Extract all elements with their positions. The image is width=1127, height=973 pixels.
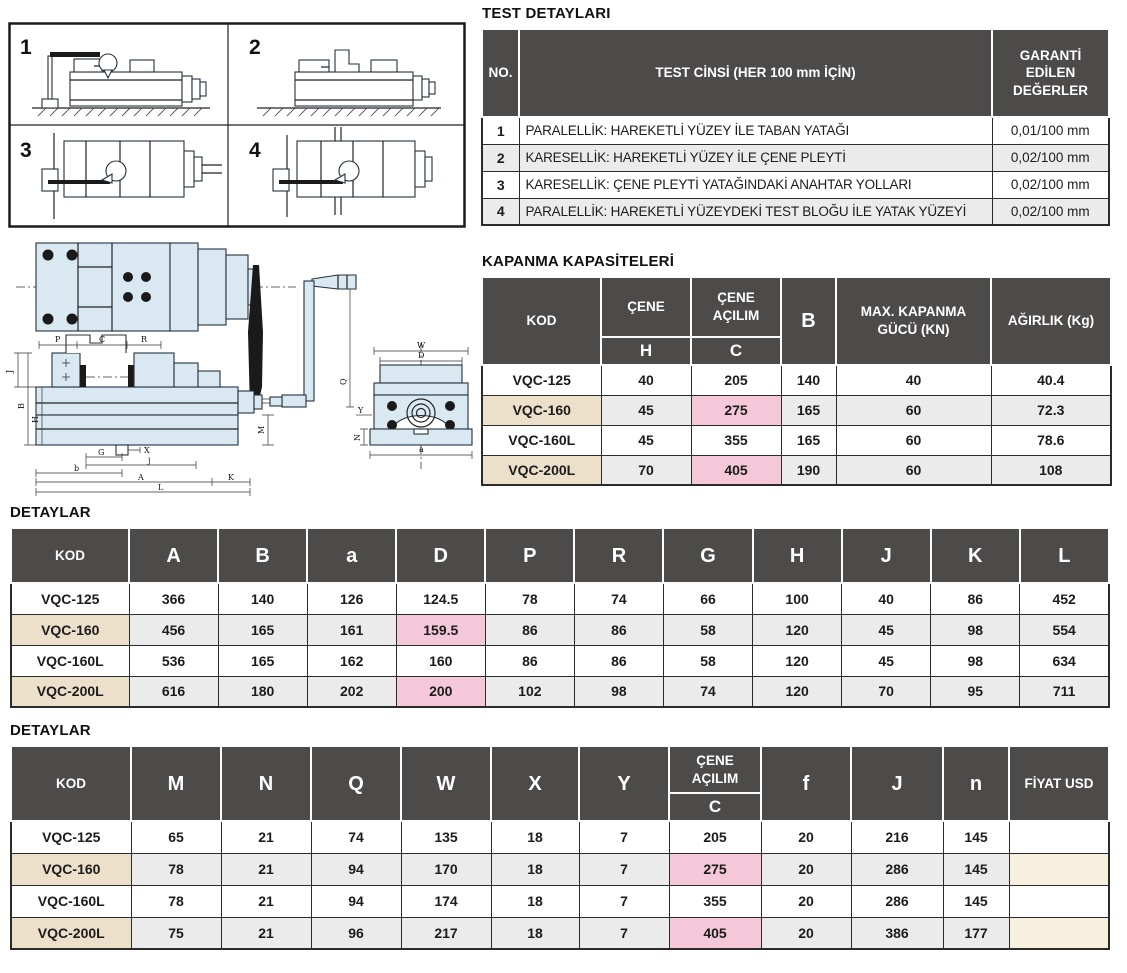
cell-desc: KARESELLİK: HAREKETLİ YÜZEY İLE ÇENE PLEYTİ (519, 144, 992, 171)
cell-a: 161 (307, 614, 396, 645)
cell-h: 70 (601, 455, 691, 485)
cell-n: 145 (943, 853, 1009, 885)
table-row (482, 395, 1111, 425)
dim-label-H: H (31, 416, 40, 423)
col-subheader-c: C (669, 793, 761, 821)
col-header-kod: KOD (482, 277, 601, 365)
table-row (11, 917, 1109, 949)
col-header-fiyat-usd: FİYAT USD (1009, 746, 1109, 821)
dim-label-Y: Y (358, 406, 364, 415)
cell-b: 140 (781, 365, 836, 395)
cell-max: 60 (836, 425, 991, 455)
cell-kod: VQC-200L (11, 917, 131, 949)
dim-label-C: C (99, 335, 106, 344)
cell-B: 165 (218, 614, 307, 645)
diagram-number: 3 (20, 139, 32, 162)
table-row (482, 365, 1111, 395)
details-table-2 (10, 745, 1110, 950)
cell-fiyat (1009, 821, 1109, 853)
cell-b: 190 (781, 455, 836, 485)
dim-label-A: A (138, 473, 144, 482)
cell-W: 217 (401, 917, 491, 949)
cell-G: 66 (663, 583, 752, 614)
col-subheader-h: H (601, 337, 691, 365)
cell-C: 205 (669, 821, 761, 853)
cell-h: 40 (601, 365, 691, 395)
dim-label-R: R (141, 335, 148, 344)
cell-A: 456 (129, 614, 218, 645)
col-header-kod: KOD (11, 528, 129, 583)
table-row (482, 455, 1111, 485)
cell-Y: 7 (579, 821, 669, 853)
section-title-detaylar-1: DETAYLAR (10, 504, 91, 521)
vise-side-view (5, 335, 274, 496)
cell-a: 126 (307, 583, 396, 614)
col-header-P: P (485, 528, 574, 583)
col-header-D: D (396, 528, 485, 583)
cell-f: 20 (761, 917, 851, 949)
cell-A: 366 (129, 583, 218, 614)
cell-W: 135 (401, 821, 491, 853)
cell-kod: VQC-160 (11, 853, 131, 885)
cell-Y: 7 (579, 853, 669, 885)
table-row (482, 171, 1109, 198)
table-row (11, 821, 1109, 853)
dim-label-L: L (158, 483, 164, 492)
cell-C: 405 (669, 917, 761, 949)
cell-n: 145 (943, 885, 1009, 917)
col-subheader-c: C (691, 337, 781, 365)
col-header-Q: Q (311, 746, 401, 821)
cell-R: 74 (574, 583, 663, 614)
cell-Q: 74 (311, 821, 401, 853)
cell-f: 20 (761, 853, 851, 885)
cell-R: 86 (574, 614, 663, 645)
cell-desc: KARESELLİK: ÇENE PLEYTİ YATAĞINDAKİ ANAHTAR YOLLARI (519, 171, 992, 198)
cell-n: 145 (943, 821, 1009, 853)
col-header-Y: Y (579, 746, 669, 821)
col-header-K: K (931, 528, 1020, 583)
col-header-W: W (401, 746, 491, 821)
dim-label-J: J (5, 369, 14, 373)
cell-M: 65 (131, 821, 221, 853)
dim-label-M: M (257, 425, 266, 434)
col-header-R: R (574, 528, 663, 583)
cell-fiyat (1009, 853, 1109, 885)
cell-C: 275 (669, 853, 761, 885)
cell-N: 21 (221, 885, 311, 917)
cell-X: 18 (491, 917, 579, 949)
cell-P: 78 (485, 583, 574, 614)
cell-P: 102 (485, 676, 574, 707)
cell-max: 40 (836, 365, 991, 395)
cell-J: 286 (851, 853, 943, 885)
dim-label-K: K (228, 473, 234, 482)
cell-W: 170 (401, 853, 491, 885)
cell-K: 98 (931, 614, 1020, 645)
cell-a: 202 (307, 676, 396, 707)
cell-a: 162 (307, 645, 396, 676)
cell-X: 18 (491, 821, 579, 853)
cell-M: 75 (131, 917, 221, 949)
cell-X: 18 (491, 885, 579, 917)
col-header-X: X (491, 746, 579, 821)
diagram-number: 1 (20, 36, 32, 59)
cell-R: 98 (574, 676, 663, 707)
details-table-1 (10, 527, 1110, 708)
cell-B: 140 (218, 583, 307, 614)
cell-L: 554 (1020, 614, 1109, 645)
col-header-B: B (218, 528, 307, 583)
table-row (11, 853, 1109, 885)
dim-label-Q: Q (339, 378, 348, 385)
cell-agirlik: 78.6 (991, 425, 1111, 455)
cell-value: 0,01/100 mm (992, 117, 1109, 144)
vise-technical-drawing (0, 237, 480, 505)
cell-G: 74 (663, 676, 752, 707)
dim-label-P: P (55, 335, 61, 344)
cell-X: 18 (491, 853, 579, 885)
cell-K: 98 (931, 645, 1020, 676)
cell-agirlik: 40.4 (991, 365, 1111, 395)
cell-h: 45 (601, 425, 691, 455)
cell-H: 120 (753, 676, 842, 707)
col-header-garanti: GARANTİ EDİLEN DEĞERLER (992, 29, 1109, 117)
cell-K: 86 (931, 583, 1020, 614)
cell-H: 100 (753, 583, 842, 614)
cell-Q: 94 (311, 853, 401, 885)
cell-D: 160 (396, 645, 485, 676)
col-header-M: M (131, 746, 221, 821)
cell-C: 355 (669, 885, 761, 917)
col-header-test-cinsi: TEST CİNSİ (HER 100 mm İÇİN) (519, 29, 992, 117)
header-row (11, 746, 1109, 793)
table-row (11, 614, 1109, 645)
table-row (11, 645, 1109, 676)
dim-label-W: W (417, 341, 426, 350)
col-header-agirlik: AĞIRLIK (Kg) (991, 277, 1111, 365)
cell-no: 2 (482, 144, 519, 171)
cell-desc: PARALELLİK: HAREKETLİ YÜZEY İLE TABAN YATAĞI (519, 117, 992, 144)
cell-R: 86 (574, 645, 663, 676)
header-row (482, 277, 1111, 337)
test-details-table (481, 28, 1110, 226)
vise-end-view (353, 341, 472, 469)
cell-B: 180 (218, 676, 307, 707)
cell-J: 40 (842, 583, 931, 614)
cell-L: 452 (1020, 583, 1109, 614)
cell-fiyat (1009, 917, 1109, 949)
cell-c: 275 (691, 395, 781, 425)
table-row (11, 583, 1109, 614)
dim-label-N: N (353, 434, 362, 441)
header-row (11, 528, 1109, 583)
crank-handle-detail (262, 275, 356, 407)
cell-B: 165 (218, 645, 307, 676)
cell-kod: VQC-160 (482, 395, 601, 425)
cell-f: 20 (761, 821, 851, 853)
cell-f: 20 (761, 885, 851, 917)
cell-c: 405 (691, 455, 781, 485)
cell-J: 45 (842, 614, 931, 645)
cell-agirlik: 108 (991, 455, 1111, 485)
dim-label-a-small: a (419, 445, 424, 454)
cell-A: 616 (129, 676, 218, 707)
cell-K: 95 (931, 676, 1020, 707)
dim-label-X: X (144, 446, 150, 455)
cell-b: 165 (781, 425, 836, 455)
dim-label-D: D (418, 351, 425, 360)
table-row (482, 198, 1109, 225)
cell-H: 120 (753, 614, 842, 645)
cell-Q: 94 (311, 885, 401, 917)
jaw-plate-profile (66, 335, 126, 353)
col-header-cene-acilim: ÇENE AÇILIM (669, 746, 761, 793)
cell-Q: 96 (311, 917, 401, 949)
col-header-kod: KOD (11, 746, 131, 821)
cell-agirlik: 72.3 (991, 395, 1111, 425)
cell-value: 0,02/100 mm (992, 198, 1109, 225)
cell-kod: VQC-200L (482, 455, 601, 485)
cell-Y: 7 (579, 917, 669, 949)
cell-M: 78 (131, 885, 221, 917)
col-header-cene-acilim: ÇENE AÇILIM (691, 277, 781, 337)
cell-max: 60 (836, 455, 991, 485)
section-title-detaylar-2: DETAYLAR (10, 722, 91, 739)
cell-J: 286 (851, 885, 943, 917)
cell-J: 70 (842, 676, 931, 707)
col-header-a: a (307, 528, 396, 583)
col-header-f: f (761, 746, 851, 821)
cell-max: 60 (836, 395, 991, 425)
dial-indicator-icon (99, 54, 117, 72)
crank-grip (312, 275, 356, 289)
col-header-max-kapanma: MAX. KAPANMA GÜCÜ (KN) (836, 277, 991, 365)
cell-Y: 7 (579, 885, 669, 917)
section-title-test-detaylari: TEST DETAYLARI (482, 5, 611, 22)
dim-label-G: G (98, 448, 105, 457)
cell-D: 159.5 (396, 614, 485, 645)
cell-H: 120 (753, 645, 842, 676)
cell-N: 21 (221, 917, 311, 949)
table-row (482, 144, 1109, 171)
cell-P: 86 (485, 645, 574, 676)
table-row (482, 117, 1109, 144)
col-header-b: B (781, 277, 836, 365)
dim-label-B: B (17, 403, 26, 409)
cell-no: 1 (482, 117, 519, 144)
test-setup-diagrams (8, 22, 466, 228)
section-title-kapanma: KAPANMA KAPASİTELERİ (482, 253, 675, 270)
cell-kod: VQC-125 (11, 583, 129, 614)
table-row (11, 676, 1109, 707)
cell-W: 174 (401, 885, 491, 917)
cell-L: 634 (1020, 645, 1109, 676)
cell-N: 21 (221, 821, 311, 853)
diagram-number: 2 (249, 36, 261, 59)
cell-kod: VQC-125 (11, 821, 131, 853)
cell-n: 177 (943, 917, 1009, 949)
cell-value: 0,02/100 mm (992, 144, 1109, 171)
cell-b: 165 (781, 395, 836, 425)
table-row (11, 885, 1109, 917)
cell-kod: VQC-160L (11, 885, 131, 917)
col-header-no: NO. (482, 29, 519, 117)
col-header-J: J (842, 528, 931, 583)
cell-A: 536 (129, 645, 218, 676)
closing-capacities-table (481, 276, 1112, 486)
cell-P: 86 (485, 614, 574, 645)
dim-label-j-small: j (148, 456, 151, 465)
indicator-stand-base (42, 99, 58, 108)
cell-no: 3 (482, 171, 519, 198)
dim-label-b-small: b (74, 464, 80, 473)
cell-M: 78 (131, 853, 221, 885)
cell-N: 21 (221, 853, 311, 885)
cell-c: 355 (691, 425, 781, 455)
col-header-J: J (851, 746, 943, 821)
cell-G: 58 (663, 614, 752, 645)
cell-J: 45 (842, 645, 931, 676)
col-header-cene: ÇENE (601, 277, 691, 337)
col-header-n: n (943, 746, 1009, 821)
cell-J: 386 (851, 917, 943, 949)
col-header-G: G (663, 528, 752, 583)
header-row (482, 29, 1109, 117)
cell-kod: VQC-125 (482, 365, 601, 395)
cell-no: 4 (482, 198, 519, 225)
cell-kod: VQC-160L (482, 425, 601, 455)
cell-kod: VQC-160L (11, 645, 129, 676)
probe-bar (279, 180, 343, 184)
cell-value: 0,02/100 mm (992, 171, 1109, 198)
cell-fiyat (1009, 885, 1109, 917)
cell-D: 200 (396, 676, 485, 707)
cell-desc: PARALELLİK: HAREKETLİ YÜZEYDEKİ TEST BLOĞU İLE YATAK YÜZEYİ (519, 198, 992, 225)
col-header-N: N (221, 746, 311, 821)
col-header-A: A (129, 528, 218, 583)
cell-G: 58 (663, 645, 752, 676)
cell-L: 711 (1020, 676, 1109, 707)
cell-kod: VQC-200L (11, 676, 129, 707)
probe-bar (48, 180, 110, 184)
cell-h: 45 (601, 395, 691, 425)
cell-D: 124.5 (396, 583, 485, 614)
col-header-L: L (1020, 528, 1109, 583)
cell-J: 216 (851, 821, 943, 853)
col-header-H: H (753, 528, 842, 583)
indicator-arm (50, 52, 100, 57)
cell-c: 205 (691, 365, 781, 395)
diagram-number: 4 (249, 139, 261, 162)
cell-kod: VQC-160 (11, 614, 129, 645)
table-row (482, 425, 1111, 455)
